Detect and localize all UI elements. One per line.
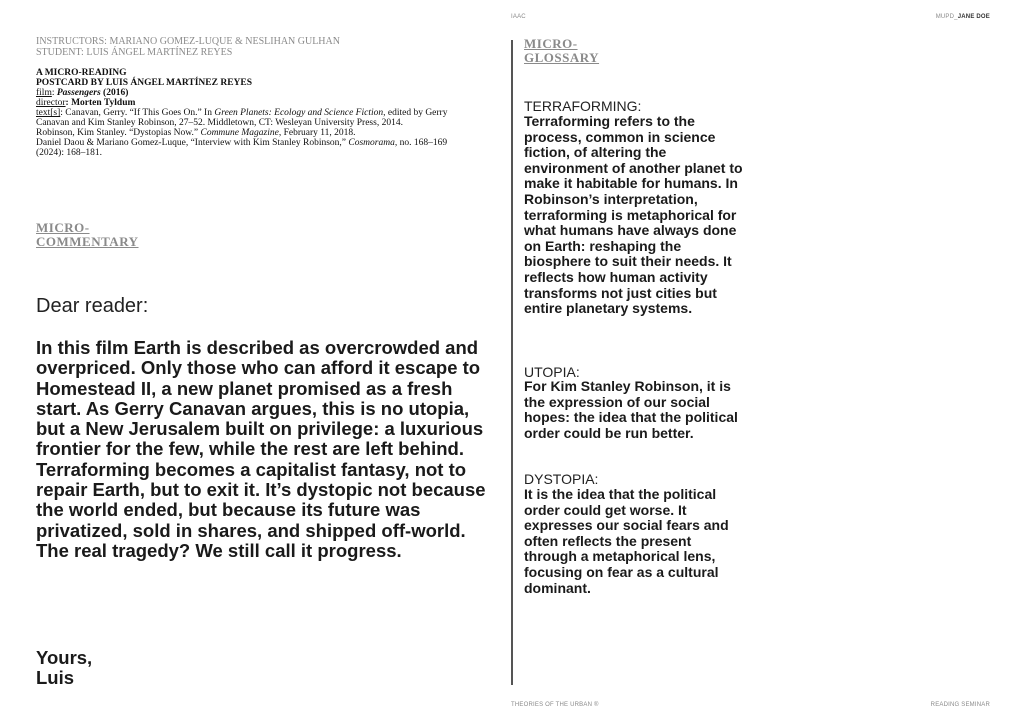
header-right-label	[936, 14, 990, 20]
header-prefix: MUPD_	[935, 14, 958, 20]
commentary-heading-line1: MICRO-	[36, 220, 90, 235]
ref1-text: : Canavan, Gerry. “If This Goes On.” In	[60, 108, 215, 118]
director-line	[36, 98, 476, 108]
ref2-italic: Commune Magazine	[200, 128, 279, 138]
ref3-italic: Cosmorama	[348, 138, 395, 148]
footer-right-label: READING SEMINAR	[930, 702, 990, 708]
header-name: JANE DOE	[957, 14, 990, 20]
ref2-text: Robinson, Kim Stanley. “Dystopias Now.”	[36, 128, 201, 138]
director-label: director	[36, 98, 66, 108]
header-center-label: IAAC	[511, 14, 526, 20]
commentary-body: In this film Earth is described as overcrowded and overpriced. Only those who can afford it escape to Homestead II, a new planet promised as a fresh start. As Gerry Canavan argues, this is no utopia, but a New Jerusalem built on privilege: a luxurious frontier for the few, while the rest are left behind. Terraforming becomes a capitalist fantasy, not to repair Earth, but to exit it. It’s dystopic not because the world ended, but because its future was privatized, sold in shares, and shipped off-world. The real tragedy? We still call it progress.	[36, 337, 486, 561]
ref1-tail: , edited by Gerry Canavan and Kim Stanley Robinson, 27–52. Middletown, CT: Wesleyan University Press, 2014.	[36, 108, 448, 128]
reference-2	[36, 128, 476, 138]
ref3-text: Daniel Daou & Mariano Gomez-Luque, “Interview with Kim Stanley Robinson,”	[36, 138, 349, 148]
glossary-term-utopia: UTOPIA:	[524, 364, 580, 380]
column-divider	[511, 40, 513, 685]
texts-label: text[s]	[36, 108, 61, 118]
ref3-tail: , no. 168–169 (2024): 168–181.	[36, 138, 448, 158]
ref2-tail: , February 11, 2018.	[278, 128, 356, 138]
closing-line: Yours,	[36, 647, 93, 668]
reading-info	[36, 68, 476, 158]
glossary-term-terraforming: TERRAFORMING:	[524, 98, 642, 114]
glossary-term-dystopia: DYSTOPIA:	[524, 471, 599, 487]
film-line: film: Passengers (2016)	[36, 88, 129, 98]
salutation: Dear reader:	[36, 295, 149, 317]
film-label: film	[36, 88, 52, 98]
glossary-heading-line2: GLOSSARY	[524, 50, 600, 65]
course-meta	[36, 36, 340, 58]
film-year: (2016)	[100, 88, 129, 98]
director-value: : Morten Tyldum	[65, 98, 136, 108]
instructors-line: INSTRUCTORS: MARIANO GOMEZ-LUQUE & NESLIHAN GULHAN	[36, 36, 340, 47]
reference-3	[36, 138, 476, 158]
glossary-definition-utopia: For Kim Stanley Robinson, it is the expression of our social hopes: the idea that the political order could be run better.	[524, 378, 738, 441]
student-line: STUDENT: LUIS ÁNGEL MARTÍNEZ REYES	[36, 47, 233, 58]
micro-commentary-heading	[36, 221, 139, 249]
glossary-definition-dystopia: It is the idea that the political order could get worse. It expresses our social fears and often reflects the present through a metaphorical lens, focusing on fear as a cultural dominant.	[524, 486, 729, 596]
film-title: Passengers	[56, 88, 101, 98]
footer-center-label: THEORIES OF THE URBAN ®	[511, 702, 599, 708]
reference-1	[36, 108, 476, 128]
reading-title: A MICRO-READING	[36, 68, 127, 78]
commentary-heading-line2: COMMENTARY	[36, 234, 139, 249]
reading-subtitle: POSTCARD BY LUIS ÁNGEL MARTÍNEZ REYES	[36, 78, 253, 88]
glossary-definition-terraforming: Terraforming refers to the process, common in science fiction, of altering the environment of another planet to make it habitable for humans. In Robinson’s interpretation, terraforming is metaphorical for what humans have always done on Earth: reshaping the biosphere to suit their needs. It reflects how human activity transforms not just cities but entire planetary systems.	[524, 113, 743, 317]
signature: Luis	[36, 667, 75, 688]
micro-glossary-heading	[524, 37, 599, 65]
closing	[36, 648, 92, 688]
glossary-heading-line1: MICRO-	[524, 36, 578, 51]
ref1-italic: Green Planets: Ecology and Science Fiction	[214, 108, 384, 118]
